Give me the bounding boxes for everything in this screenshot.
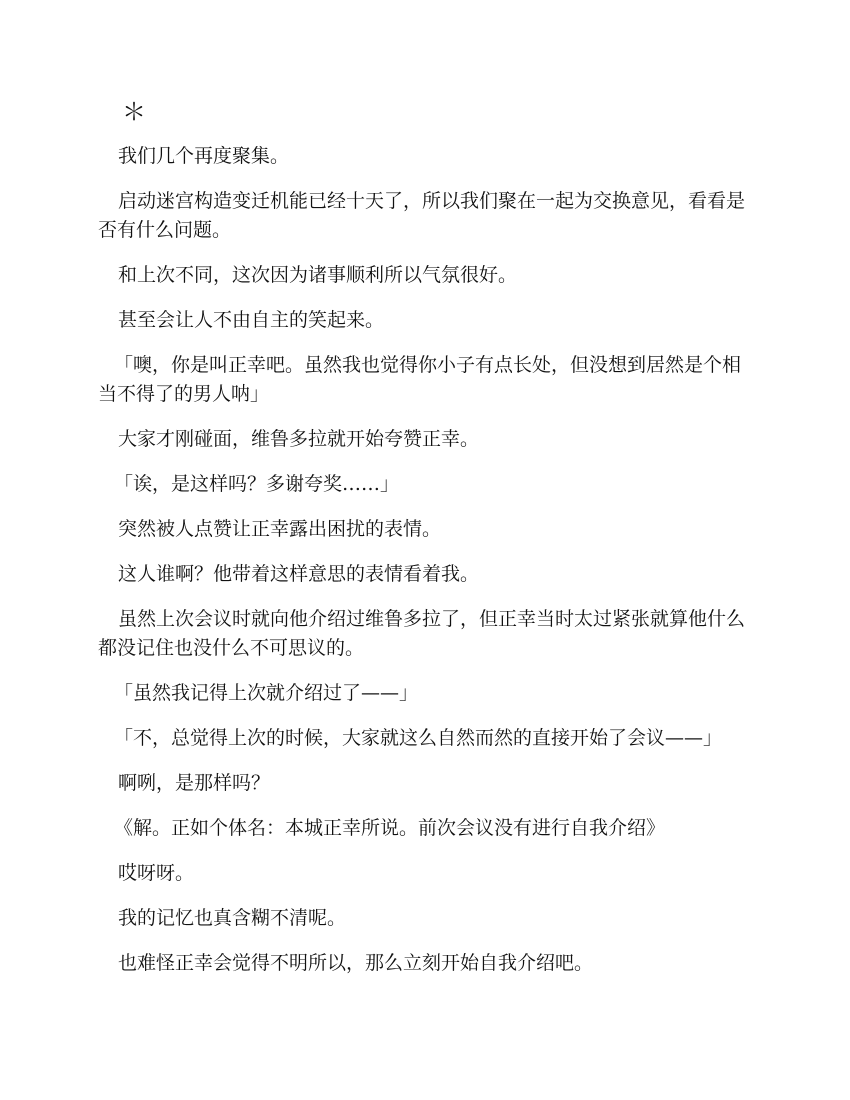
dialogue-paragraph: 「不，总觉得上次的时候，大家就这么自然而然的直接开始了会议——」 — [114, 727, 723, 749]
dialogue-paragraph: 「诶，是这样吗？多谢夸奖……」 — [114, 473, 400, 495]
paragraph: 这人谁啊？他带着这样意思的表情看着我。 — [118, 563, 480, 585]
paragraph: 启动迷宫构造变迁机能已经十天了，所以我们聚在一起为交换意见，看看是否有什么问题。 — [98, 190, 746, 241]
paragraph: 我的记忆也真含糊不清呢。 — [118, 907, 347, 929]
paragraph: 虽然上次会议时就向他介绍过维鲁多拉了，但正幸当时太过紧张就算他什么都没记住也没什么不可思议的。 — [98, 608, 746, 659]
dialogue-paragraph: 「噢，你是叫正幸吧。虽然我也觉得你小子有点长处，但没想到居然是个相当不得了的男人呐」 — [98, 354, 742, 405]
scene-separator: ＊ — [122, 98, 146, 126]
paragraph: 啊咧，是那样吗？ — [118, 772, 271, 794]
paragraph: 大家才刚碰面，维鲁多拉就开始夸赞正幸。 — [118, 428, 480, 450]
paragraph: 和上次不同，这次因为诸事顺利所以气氛很好。 — [118, 264, 518, 286]
dialogue-paragraph: 《解。正如个体名：本城正幸所说。前次会议没有进行自我介绍》 — [114, 817, 666, 839]
paragraph: 我们几个再度聚集。 — [118, 145, 290, 167]
document-body — [98, 96, 758, 994]
paragraph: 甚至会让人不由自主的笑起来。 — [118, 309, 385, 331]
dialogue-paragraph: 「虽然我记得上次就介绍过了——」 — [114, 682, 419, 704]
paragraph: 突然被人点赞让正幸露出困扰的表情。 — [118, 518, 442, 540]
paragraph: 哎呀呀。 — [118, 862, 195, 884]
paragraph: 也难怪正幸会觉得不明所以，那么立刻开始自我介绍吧。 — [118, 952, 594, 974]
